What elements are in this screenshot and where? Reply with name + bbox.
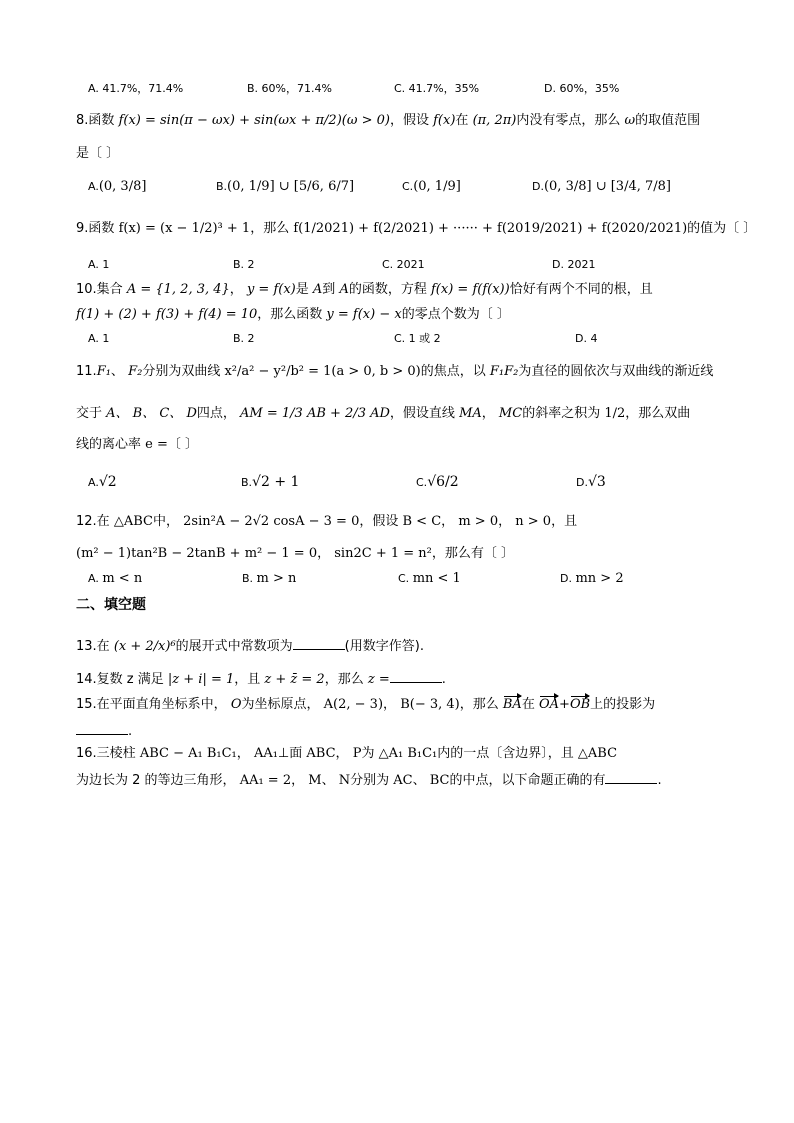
q15-answer-blank[interactable] — [76, 722, 128, 735]
q15-stem-line1: 15.在平面直角坐标系中， O为坐标原点， A(2, − 3)， B(− 3, 4)，那么 BA在 OA+OB上的投影为 — [76, 697, 656, 712]
q10-option-c: C. 1 或 2 — [394, 332, 441, 345]
q16-stem-line1: 16.三棱柱 ABC − A₁ B₁C₁， AA₁⊥面 ABC， P为 △A₁ B₁C₁内的一点〔含边界〕，且 △ABC — [76, 746, 618, 761]
q12-stem-line2: (m² − 1)tan²B − 2tanB + m² − 1 = 0， sin2C + 1 = n²，那么有〔 〕 — [76, 546, 514, 561]
q12-option-c: C. mn < 1 — [398, 571, 461, 586]
q10-stem-line1: 10.集合 A = {1, 2, 3, 4}， y = f(x)是 A到 A的函数，方程 f(x) = f(f(x))恰好有两个不同的根，且 — [76, 282, 653, 297]
q9-formula: f(x) = (x − 1/2)³ + 1 — [118, 221, 251, 236]
q8-formula: f(x) = sin(π − ωx) + sin(ωx + π/2)(ω > 0) — [118, 113, 390, 128]
q9-stem: 9.函数 f(x) = (x − 1/2)³ + 1，那么 f(1/2021) + f(2/2021) + ······ + f(2019/2021) + f(2020/2021)的值为〔 〕 — [76, 221, 757, 236]
q10-stem-line2: f(1) + (2) + f(3) + f(4) = 10，那么函数 y = f(x) − x的零点个数为〔 〕 — [76, 307, 510, 322]
q8-stem-line1: 8.函数 f(x) = sin(π − ωx) + sin(ωx + π/2)(ω > 0)，假设 f(x)在 (π, 2π)内没有零点，那么 ω的取值范围 — [76, 113, 701, 128]
q8-interval: (π, 2π) — [472, 113, 517, 128]
q8-stem-line2: 是〔 〕 — [76, 146, 120, 161]
q7-option-d: D. 60%，35% — [544, 82, 620, 95]
q10-set: A = {1, 2, 3, 4} — [126, 282, 230, 297]
q15-stem-line2: . — [76, 722, 132, 741]
q11-option-c: C.√6/2 — [416, 474, 459, 490]
q8-number: 8. — [76, 113, 89, 128]
q9-option-c: C. 2021 — [382, 258, 425, 271]
q12-stem-line1: 12.在 △ABC中， 2sin²A − 2√2 cosA − 3 = 0，假设 B < C， m > 0， n > 0，且 — [76, 514, 578, 529]
q16-answer-blank[interactable] — [605, 771, 657, 784]
q11-option-a: A.√2 — [88, 474, 117, 490]
q8-option-c: C.(0, 1/9] — [402, 179, 461, 194]
q7-option-b: B. 60%，71.4% — [247, 82, 332, 95]
q8-option-a: A.(0, 3/8] — [88, 179, 147, 194]
q12-option-b: B. m > n — [242, 571, 297, 586]
q12-equation2: (m² − 1)tan²B − 2tanB + m² − 1 = 0 — [76, 546, 318, 561]
q12-option-a: A. m < n — [88, 571, 143, 586]
q13-answer-blank[interactable] — [293, 637, 345, 650]
q8-option-b: B.(0, 1/9] ∪ [5/6, 6/7] — [216, 179, 355, 194]
q11-option-d: D.√3 — [576, 474, 606, 490]
q10-option-a: A. 1 — [88, 332, 110, 345]
q13-stem: 13.在 (x + 2/x)⁶的展开式中常数项为 (用数字作答). — [76, 639, 424, 654]
q9-option-a: A. 1 — [88, 258, 110, 271]
q13-binomial: (x + 2/x)⁶ — [113, 639, 176, 654]
q9-option-d: D. 2021 — [552, 258, 596, 271]
section-heading-fill-in: 二、填空题 — [76, 597, 146, 613]
q9-sum: f(1/2021) + f(2/2021) + ······ + f(2019/2021) + f(2020/2021) — [293, 221, 688, 236]
q11-stem-line2: 交于 A、 B、 C、 D四点， AM = 1/3 AB + 2/3 AD，假设直线 MA， MC的斜率之积为 1/2，那么双曲 — [76, 406, 691, 421]
q16-stem-line2: 为边长为 2 的等边三角形， AA₁ = 2， M、 N分别为 AC、 BC的中点，以下命题正确的有 . — [76, 773, 662, 788]
q8-option-d: D.(0, 3/8] ∪ [3/4, 7/8] — [532, 179, 671, 194]
q7-option-c: C. 41.7%，35% — [394, 82, 480, 95]
q12-option-d: D. mn > 2 — [560, 571, 624, 586]
q11-stem-line1: 11.F₁、 F₂分别为双曲线 x²/a² − y²/b² = 1(a > 0, b > 0)的焦点，以 F₁F₂为直径的圆依次与双曲线的渐近线 — [76, 364, 714, 379]
q11-stem-line3: 线的离心率 e =〔 〕 — [76, 437, 199, 452]
q10-option-b: B. 2 — [233, 332, 255, 345]
q11-vector-eq: AM = 1/3 AB + 2/3 AD — [240, 406, 390, 421]
q12-equation1: 2sin²A − 2√2 cosA − 3 = 0 — [183, 514, 360, 529]
q11-option-b: B.√2 + 1 — [241, 474, 300, 490]
q10-option-d: D. 4 — [575, 332, 598, 345]
q9-option-b: B. 2 — [233, 258, 255, 271]
q14-answer-blank[interactable] — [390, 670, 442, 683]
vector-ob: OB — [569, 697, 591, 712]
vector-oa: OA — [538, 697, 560, 712]
vector-ba: BA — [502, 697, 522, 712]
q7-option-a: A. 41.7%，71.4% — [88, 82, 184, 95]
q11-hyperbola: x²/a² − y²/b² = 1(a > 0, b > 0) — [224, 364, 421, 379]
q14-stem: 14.复数 z 满足 |z + i| = 1，且 z + z̄ = 2，那么 z = . — [76, 672, 446, 687]
